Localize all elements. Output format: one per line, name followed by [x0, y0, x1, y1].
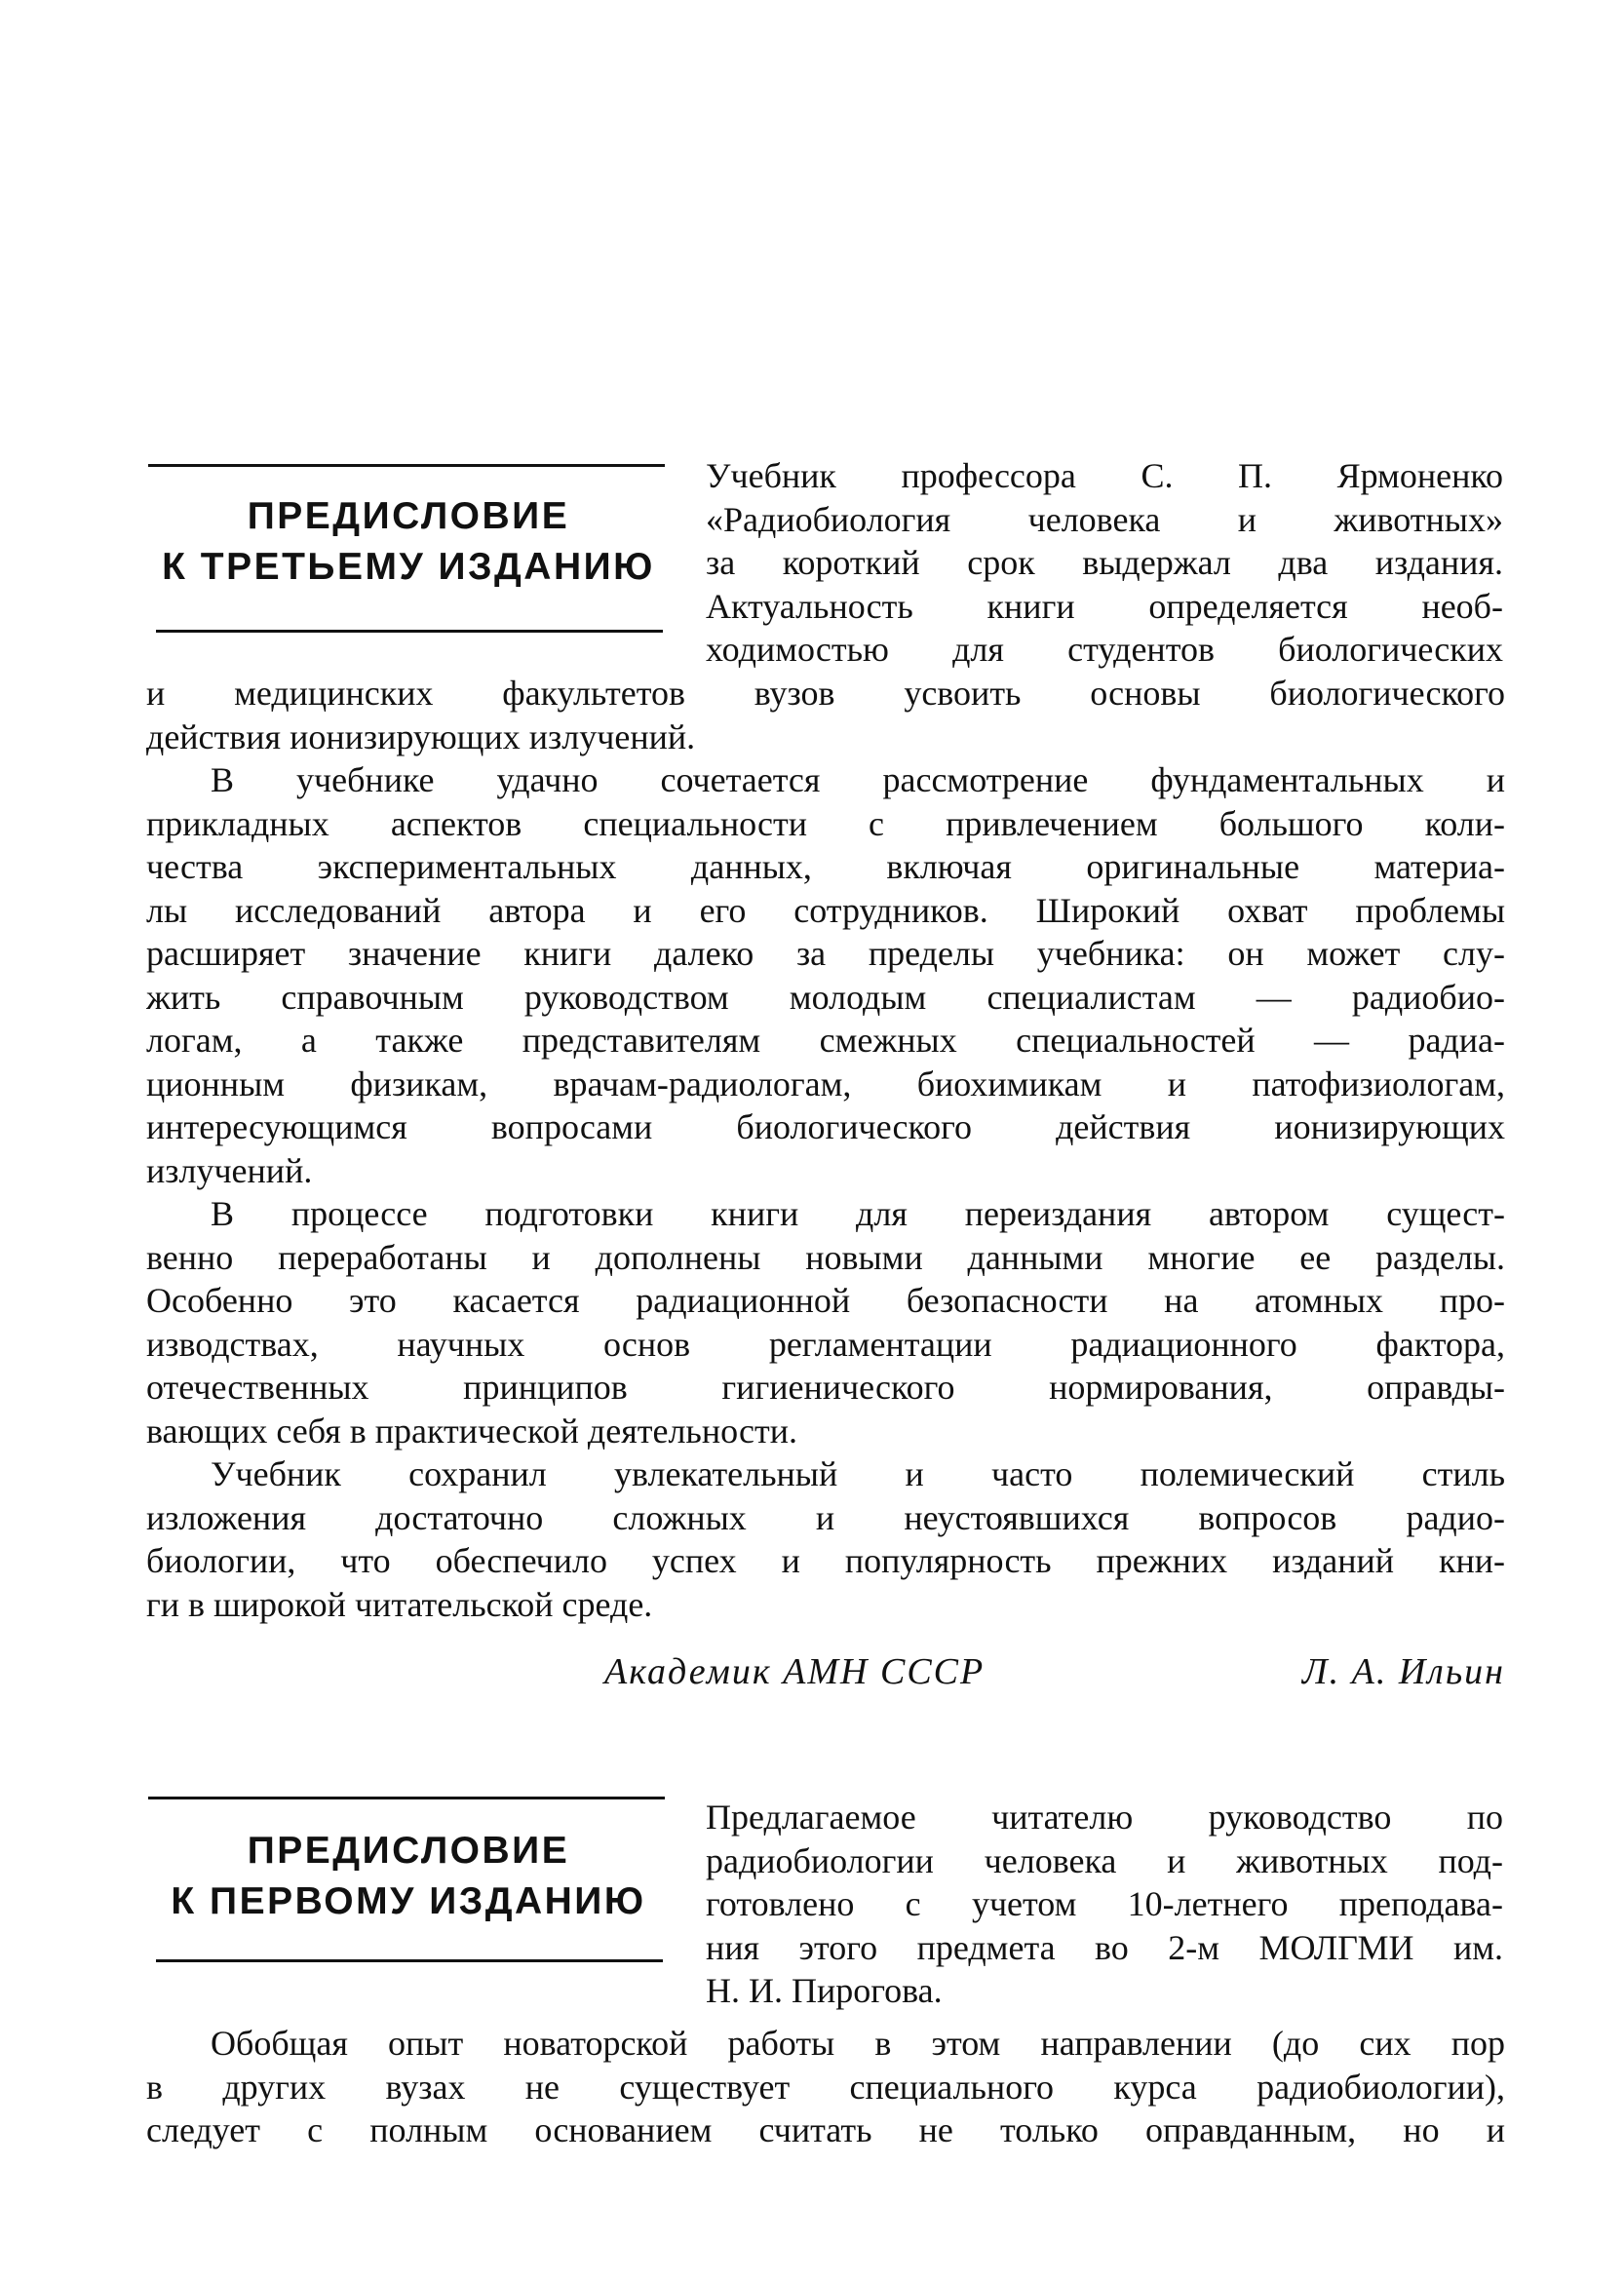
body-line: изводствах, научных основ регламентации радиационного фактора, — [146, 1324, 1505, 1364]
body-line: действия ионизирующих излучений. — [146, 716, 696, 756]
body-line: изложения достаточно сложных и неустоявшихся вопросов радио- — [146, 1497, 1505, 1537]
body-line: в других вузах не существует специального курса радиобиологии), — [146, 2067, 1505, 2107]
body-line: расширяет значение книги далеко за пределы учебника: он может слу- — [146, 934, 1505, 973]
heading-line-2: К ПЕРВОМУ ИЗДАНИЮ — [171, 1880, 646, 1922]
signature-name: Л. А. Ильин — [1301, 1651, 1505, 1692]
intro-line: Предлагаемое читателю руководство по — [706, 1798, 1503, 1837]
heading-line-2: К ТРЕТЬЕМУ ИЗДАНИЮ — [162, 546, 655, 588]
signature — [604, 1650, 1505, 1699]
body-line: В процессе подготовки книги для переиздания автором сущест- — [211, 1194, 1505, 1233]
heading-rule-top — [148, 464, 665, 467]
intro-line: «Радиобиология человека и животных» — [706, 499, 1503, 539]
body-line: венно переработаны и дополнены новыми данными многие ее разделы. — [146, 1237, 1505, 1277]
body-line: интересующимся вопросами биологического действия ионизирующих — [146, 1107, 1505, 1146]
body-line: вающих себя в практической деятельности. — [146, 1411, 797, 1450]
intro-line: готовлено с учетом 10-летнего преподава- — [706, 1884, 1503, 1923]
intro-line: Актуальность книги определяется необ- — [706, 586, 1503, 626]
heading-rule-bottom — [156, 630, 663, 633]
body-line: и медицинских факультетов вузов усвоить основы биологического — [146, 674, 1505, 713]
heading-rule-bottom — [156, 1959, 663, 1962]
heading-line-1: ПРЕДИСЛОВИЕ — [247, 1830, 570, 1872]
body-line: Особенно это касается радиационной безопасности на атомных про- — [146, 1281, 1505, 1320]
body-line: излучений. — [146, 1150, 313, 1190]
intro-line: ния этого предмета во 2-м МОЛГМИ им. — [706, 1927, 1503, 1967]
body-line: прикладных аспектов специальности с привлечением большого коли- — [146, 803, 1505, 843]
body-line: В учебнике удачно сочетается рассмотрение фундаментальных и — [211, 760, 1505, 799]
preface-first-body — [146, 2022, 1505, 2152]
heading-line-1: ПРЕДИСЛОВИЕ — [247, 495, 570, 537]
intro-line: ходимостью для студентов биологических — [706, 630, 1503, 669]
body-line: логам, а также представителям смежных специальностей — радиа- — [146, 1021, 1505, 1060]
body-line: биологии, что обеспечило успех и популярность прежних изданий кни- — [146, 1541, 1505, 1580]
body-line: ги в широкой читательской среде. — [146, 1584, 653, 1624]
body-line: чества экспериментальных данных, включая оригинальные материа- — [146, 847, 1505, 886]
body-line: следует с полным основанием считать не только оправданным, но и — [146, 2110, 1505, 2149]
body-line: отечественных принципов гигиенического нормирования, оправды- — [146, 1368, 1505, 1407]
preface-third-heading — [146, 464, 671, 688]
preface-third-intro — [706, 454, 1503, 672]
body-line: жить справочным руководством молодым специалистам — радиобио- — [146, 977, 1505, 1017]
preface-third-body — [146, 672, 1505, 1626]
signature-title: Академик АМН СССР — [604, 1651, 986, 1692]
intro-line: за короткий срок выдержал два издания. — [706, 543, 1503, 582]
intro-line: Н. И. Пирогова. — [706, 1971, 943, 2010]
body-line: ционным физикам, врачам-радиологам, биохимикам и патофизиологам, — [146, 1064, 1505, 1103]
heading-rule-top — [148, 1797, 665, 1799]
preface-first-heading — [146, 1797, 671, 1992]
body-line: лы исследований автора и его сотрудников. Широкий охват проблемы — [146, 890, 1505, 930]
intro-line: Учебник профессора С. П. Ярмоненко — [706, 456, 1503, 495]
body-line: Обобщая опыт новаторской работы в этом направлении (до сих пор — [211, 2024, 1505, 2063]
body-line: Учебник сохранил увлекательный и часто полемический стиль — [211, 1454, 1505, 1493]
preface-first-intro — [706, 1796, 1503, 2013]
intro-line: радиобиологии человека и животных под- — [706, 1840, 1503, 1880]
